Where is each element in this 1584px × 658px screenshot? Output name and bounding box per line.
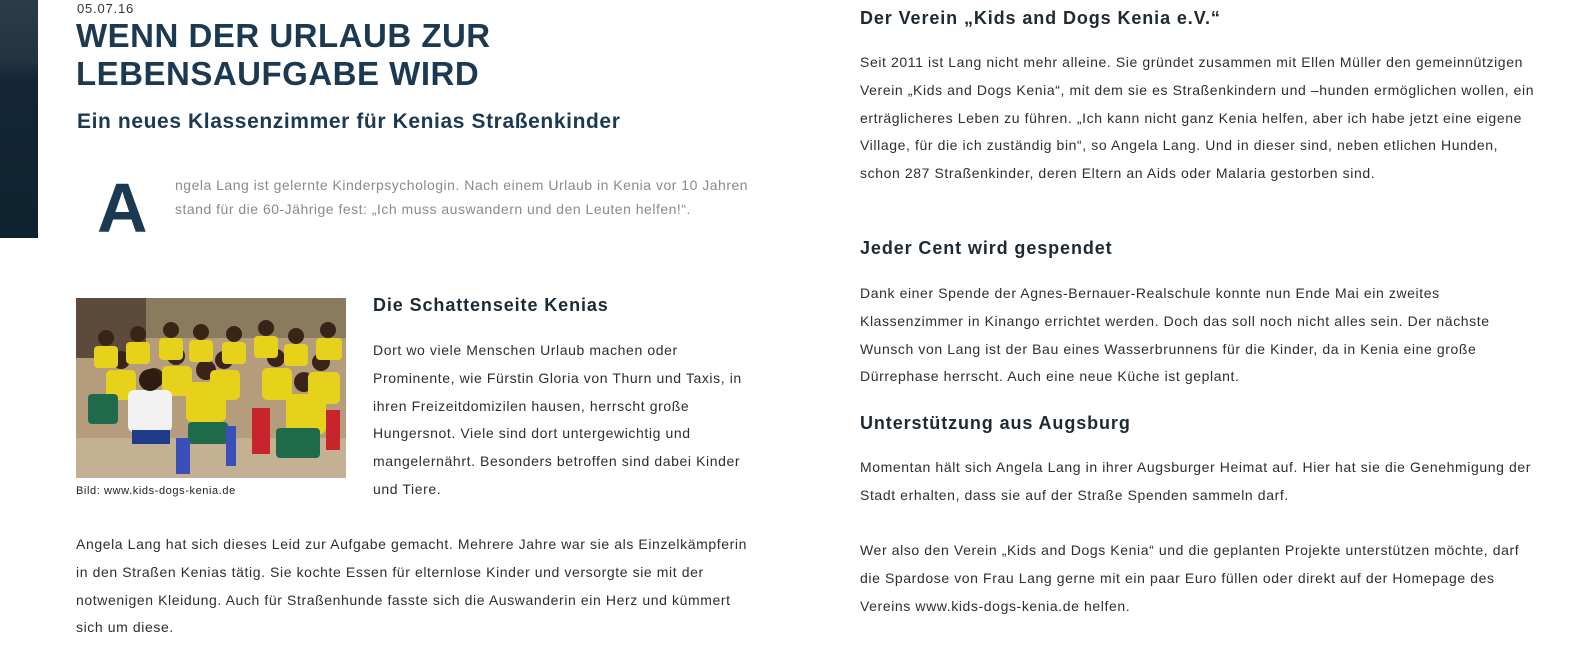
article-subtitle: Ein neues Klassenzimmer für Kenias Straßenkinder bbox=[77, 110, 621, 133]
section-text-spenden: Dank einer Spende der Agnes-Bernauer-Realschule konnte nun Ende Mai ein zweites Klassenzimmer in Kinango errichtet werden. Doch das soll noch nicht alles sein. Der nächste Wunsch von Lang ist der Bau eines Wasserbrunnens für die Kinder, da in Kenia eine große Dürrephase herrscht. Auch eine neue Küche ist geplant. bbox=[860, 285, 1490, 385]
article-photo bbox=[76, 298, 346, 478]
photo-caption: Bild: www.kids-dogs-kenia.de bbox=[76, 485, 236, 497]
section-heading-verein: Der Verein „Kids and Dogs Kenia e.V.“ bbox=[860, 8, 1221, 28]
section-text-verein: Seit 2011 ist Lang nicht mehr alleine. Sie gründet zusammen mit Ellen Müller den gemeinnützigen Verein „Kids and Dogs Kenia“, mit dem sie es Straßenkindern und –hunden ermöglichen wollen, ein erträglicheres Leben zu führen. „Ich kann nicht ganz Kenia helfen, aber ich habe jetzt eine eigene Village, für die ich zuständig bin“, so Angela Lang. Und in dieser sind, neben etlichen Hunden, schon 287 Straßenkinder, deren Eltern an Aids oder Malaria gestorben sind. bbox=[860, 54, 1535, 182]
article-title: WENN DER URLAUB ZUR LEBENSAUFGABE WIRD bbox=[76, 17, 491, 92]
bottom-paragraph: Angela Lang hat sich dieses Leid zur Aufgabe gemacht. Mehrere Jahre war sie als Einzelkämpferin in den Straßen Kenias tätig. Sie kochte Essen für elternlose Kinder und versorgte sie mit der notwenigen Kleidung. Auch für Straßenhunde fasste sich die Auswanderin ein Herz und kümmert sich um diese. bbox=[76, 536, 748, 636]
section-text-augsburg: Momentan hält sich Angela Lang in ihrer Augsburger Heimat auf. Hier hat sie die Genehmigung der Stadt erhalten, dass sie auf der Straße Spenden sammeln darf. bbox=[860, 459, 1532, 503]
lead-paragraph: ngela Lang ist gelernte Kinderpsychologin. Nach einem Urlaub in Kenia vor 10 Jahren stand für die 60-Jährige fest: „Ich muss auswandern und den Leuten helfen!“. bbox=[175, 177, 749, 217]
section-heading-spenden: Jeder Cent wird gespendet bbox=[860, 238, 1113, 258]
section-text-augsburg-2: Wer also den Verein „Kids and Dogs Kenia“ und die geplanten Projekte unterstützen möchte, darf die Spardose von Frau Lang gerne mit ein paar Euro füllen oder direkt auf der Homepage des Vereins www.kids-dogs-kenia.de helfen. bbox=[860, 542, 1520, 614]
drop-cap: A bbox=[97, 169, 148, 247]
section-heading: Die Schattenseite Kenias bbox=[373, 295, 609, 315]
article-date: 05.07.16 bbox=[77, 1, 135, 16]
section-text: Dort wo viele Menschen Urlaub machen oder Prominente, wie Fürstin Gloria von Thurn und Taxis, in ihren Freizeitdomizilen hausen, herrscht große Hungersnot. Viele sind dort untergewichtig und mangelernährt. Besonders betroffen sind dabei Kinder und Tiere. bbox=[373, 342, 742, 497]
section-heading-augsburg: Unterstützung aus Augsburg bbox=[860, 413, 1131, 433]
sidebar-accent-bar bbox=[0, 0, 38, 238]
